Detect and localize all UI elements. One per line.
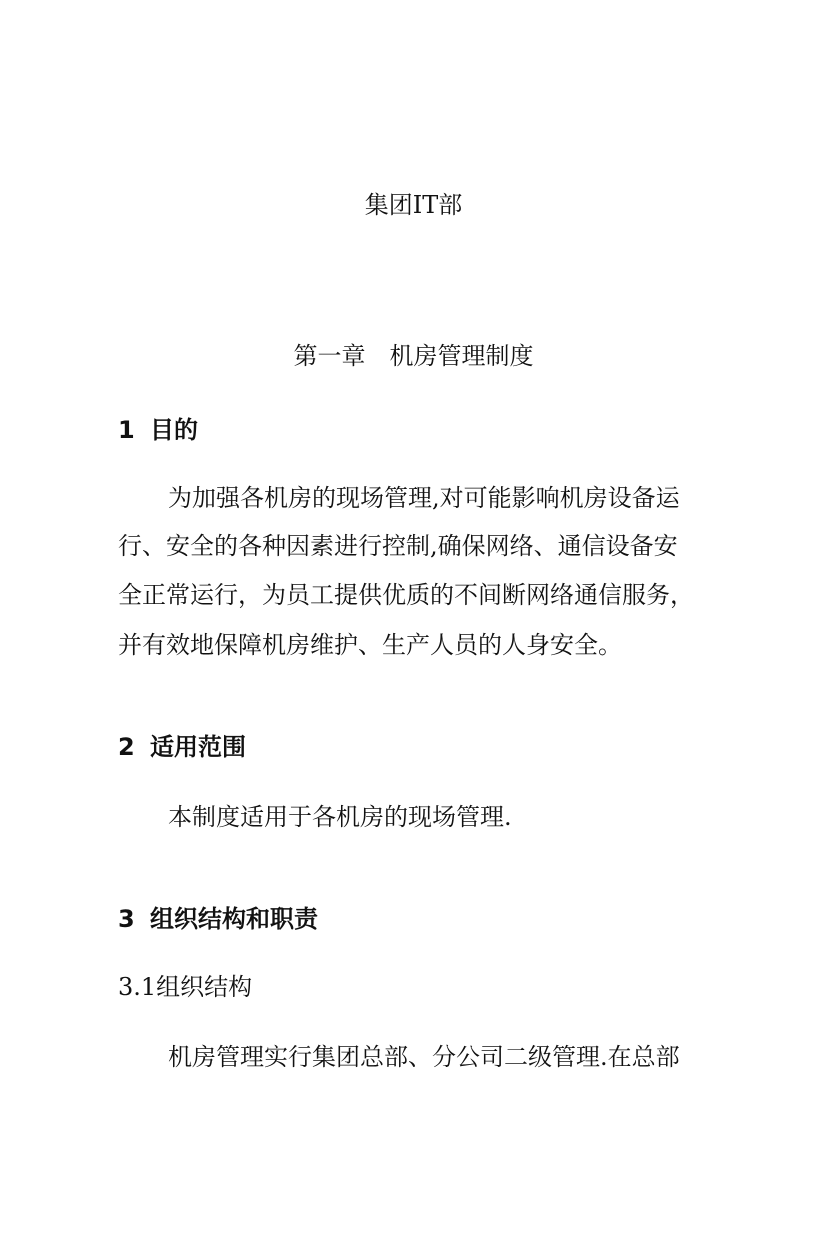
subsection-3-1-heading: 3.1组织结构 (118, 973, 253, 1001)
section-number: 2 (118, 733, 135, 761)
section-number: 3 (118, 905, 135, 933)
department-header: 集团IT部 (364, 191, 463, 219)
paragraph-line: 本制度适用于各机房的现场管理. (168, 803, 512, 831)
section-2-heading (118, 731, 246, 763)
chapter-title: 第一章 机房管理制度 (293, 342, 534, 370)
section-number: 1 (118, 416, 135, 444)
section-3-heading (118, 903, 318, 935)
section-title: 适用范围 (150, 733, 246, 761)
paragraph-line: 机房管理实行集团总部、分公司二级管理.在总部 (168, 1043, 680, 1071)
section-title: 目的 (150, 416, 198, 444)
paragraph-line: 行、安全的各种因素进行控制,确保网络、通信设备安 (118, 532, 678, 560)
section-1-heading (118, 414, 198, 446)
section-title: 组织结构和职责 (150, 905, 318, 933)
paragraph-line: 为加强各机房的现场管理,对可能影响机房设备运 (168, 484, 680, 512)
paragraph-line: 并有效地保障机房维护、生产人员的人身安全。 (118, 631, 622, 659)
paragraph-line: 全正常运行，为员工提供优质的不间断网络通信服务， (118, 581, 694, 609)
